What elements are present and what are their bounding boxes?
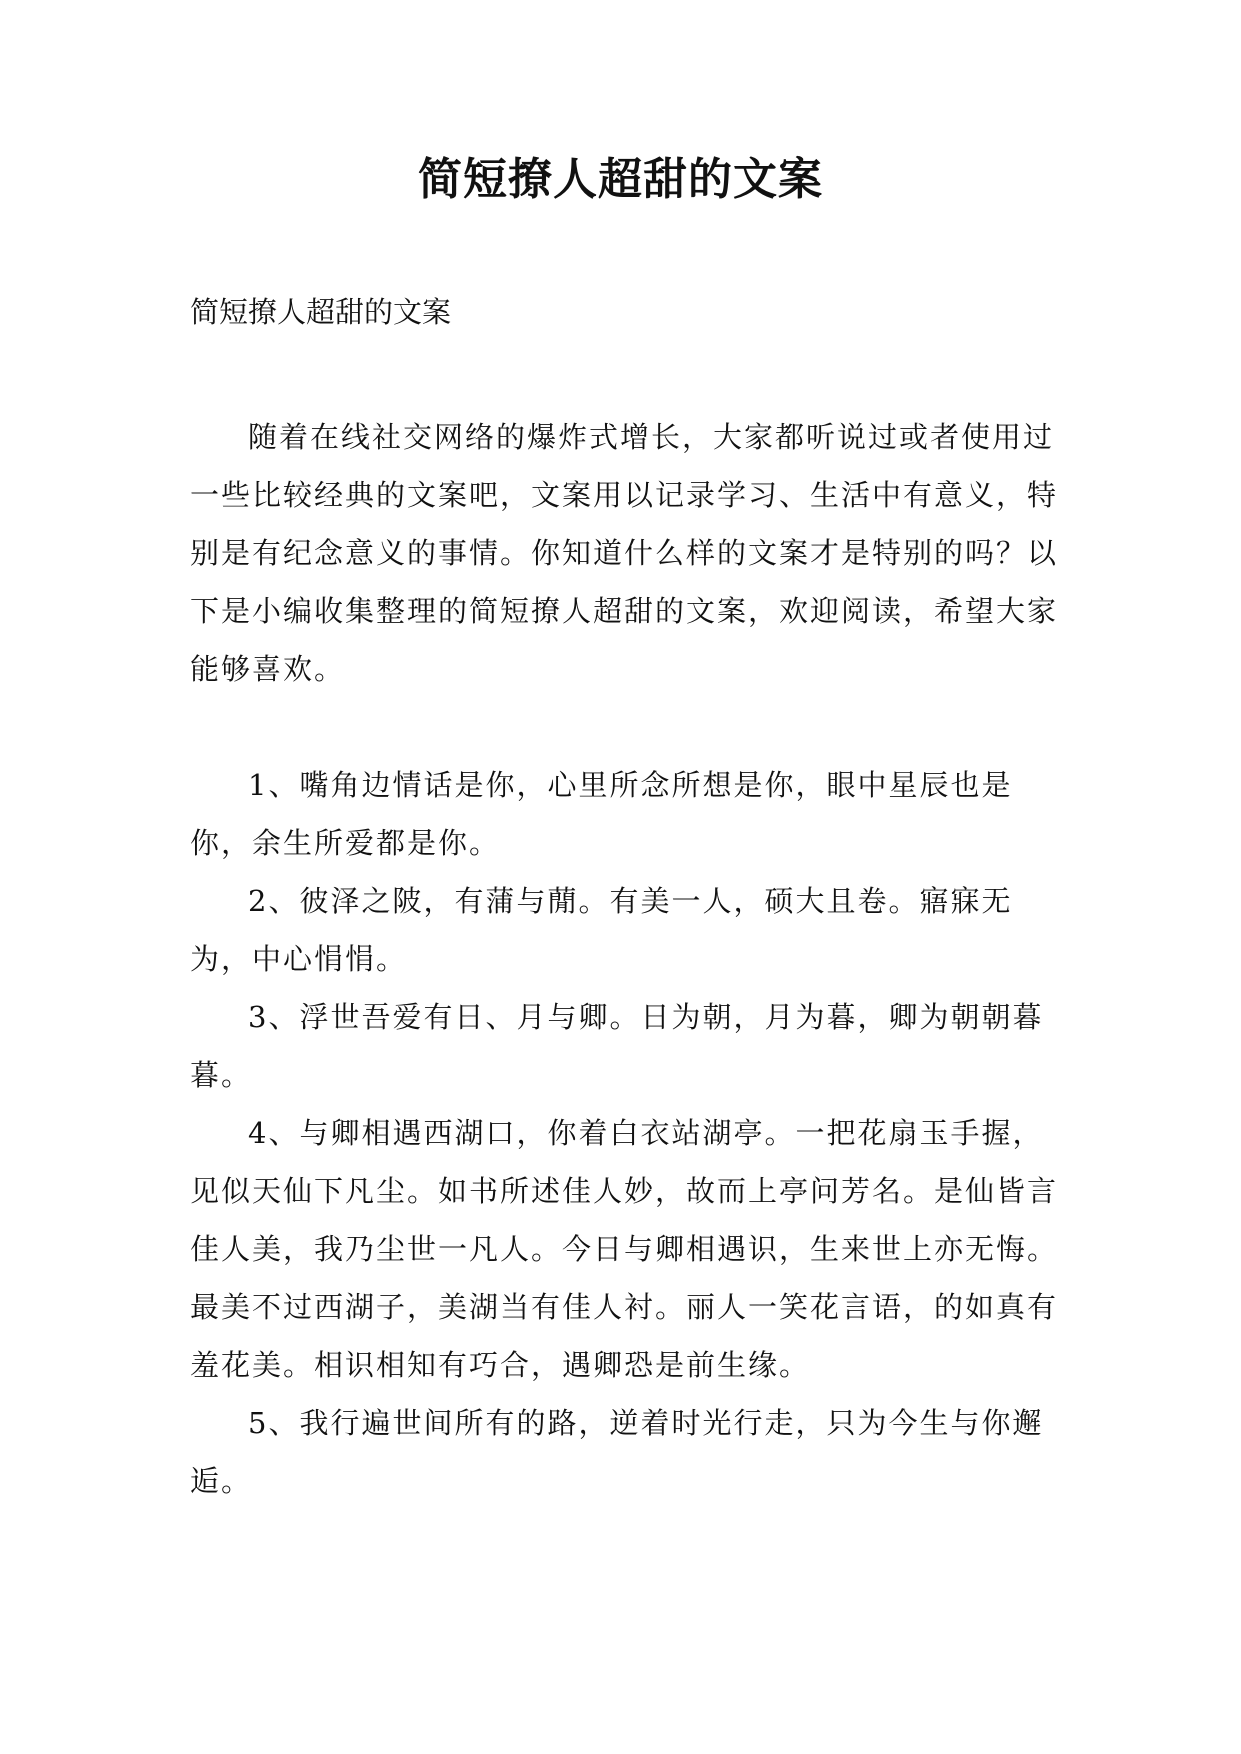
- intro-paragraph: 随着在线社交网络的爆炸式增长，大家都听说过或者使用过一些比较经典的文案吧，文案用以记录学习、生活中有意义，特别是有纪念意义的事情。你知道什么样的文案才是特别的吗？以下是小编收集整理的简短撩人超甜的文案，欢迎阅读，希望大家能够喜欢。: [190, 420, 1059, 686]
- document-title: 简短撩人超甜的文案: [418, 154, 823, 205]
- list-item: 3、浮世吾爱有日、月与卿。日为朝，月为暮，卿为朝朝暮暮。: [190, 1000, 1044, 1092]
- list-item: 5、我行遍世间所有的路，逆着时光行走，只为今生与你邂逅。: [190, 1406, 1044, 1498]
- list-item: 1、嘴角边情话是你，心里所念所想是你，眼中星辰也是你，余生所爱都是你。: [190, 768, 1013, 860]
- document-body: [190, 408, 1060, 1510]
- document-subtitle: 简短撩人超甜的文案: [190, 295, 452, 329]
- list-item: 4、与卿相遇西湖口，你着白衣站湖亭。一把花扇玉手握，见似天仙下凡尘。如书所述佳人妙，故而上亭问芳名。是仙皆言佳人美，我乃尘世一凡人。今日与卿相遇识，生来世上亦无悔。最美不过西湖子，美湖当有佳人衬。丽人一笑花言语，的如真有羞花美。相识相知有巧合，遇卿恐是前生缘。: [190, 1116, 1059, 1382]
- list-item: 2、彼泽之陂，有蒲与蕑。有美一人，硕大且卷。寤寐无为，中心悁悁。: [190, 884, 1013, 976]
